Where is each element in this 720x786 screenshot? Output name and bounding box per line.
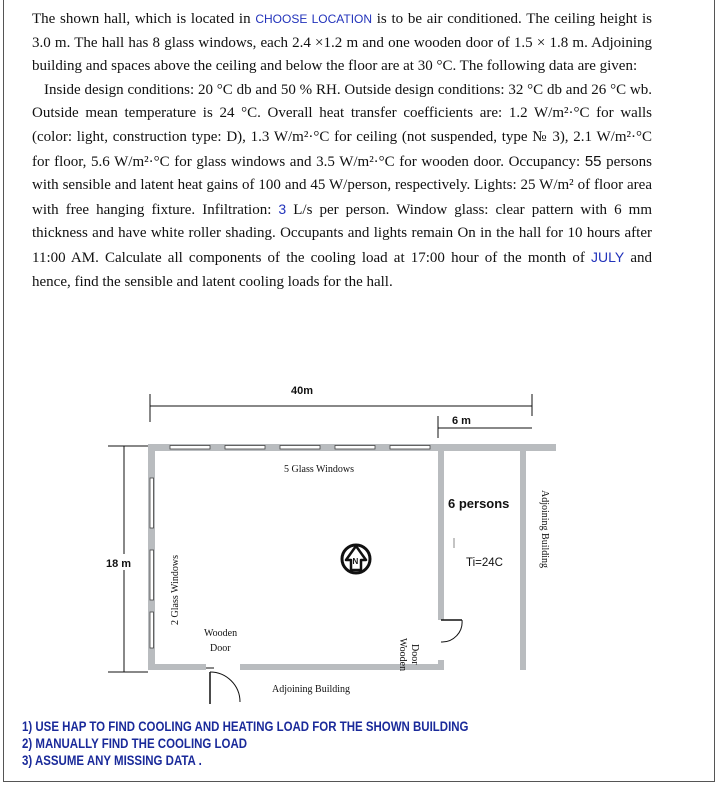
width-dimension: [150, 385, 532, 422]
persons-label: 6 persons: [448, 496, 510, 511]
right-building-label: Adjoining Building: [539, 490, 550, 569]
task-list: [22, 718, 468, 769]
location-field[interactable]: CHOOSE LOCATION: [255, 12, 373, 26]
problem-statement: [32, 8, 652, 294]
bottom-building-label: Adjoining Building: [272, 684, 351, 695]
problem-text: and hence, find the sensible and latent cooling loads for the hall.: [32, 249, 652, 290]
height-dimension-label: 18 m: [106, 558, 132, 570]
floor-plan-diagram: [0, 380, 720, 710]
top-windows: [170, 446, 430, 450]
task-item: 2) MANUALLY FIND THE COOLING LOAD: [22, 736, 248, 751]
height-dimension: [106, 446, 148, 672]
task-item: 1) USE HAP TO FIND COOLING AND HEATING LOAD FOR THE SHOWN BUILDING: [22, 719, 469, 734]
problem-paragraph-1: [32, 8, 652, 79]
left-windows: [150, 478, 154, 648]
temperature-label: Ti=24C: [466, 557, 503, 569]
left-windows-label: 2 Glass Windows: [170, 555, 181, 625]
wooden-door-label: Wooden: [204, 628, 238, 639]
problem-text: L/s per person. Window glass: clear pattern with 6 mm thickness and have white roller shading. Occupants and lights remain On in the hall for 10 hours after 11:00 AM. Calculate all components of the cooling load at 17:00 hour of the month of: [32, 201, 652, 266]
problem-text: is to be air conditioned. The ceiling height is 3.0 m. The hall has 8 glass windows, each 2.4 ×1.2 m and one wooden door of 1.5 × 1.8 m. Adjoining building and spaces above the ceiling and below the floor are at 30 °C. The following data are given:: [32, 11, 652, 75]
wooden-door: [206, 668, 240, 704]
inner-door-label: Wooden: [397, 638, 408, 672]
inner-door-label: Door: [409, 644, 420, 665]
top-windows-label: 5 Glass Windows: [284, 464, 354, 475]
occupancy-value: 55: [584, 152, 602, 170]
infiltration-value: 3: [278, 200, 287, 217]
problem-text: persons with sensible and latent heat gains of 100 and 45 W/person, respectively. Lights: 25 W/m² of floor area with free hanging fixture. Infiltration:: [32, 153, 652, 218]
room-dimension: [438, 415, 532, 438]
problem-paragraph-2: [32, 79, 652, 294]
room-dimension-label: 6 m: [452, 415, 471, 427]
north-arrow-icon: [342, 545, 370, 573]
width-dimension-label: 40m: [291, 385, 314, 397]
problem-text: The shown hall, which is located in: [32, 11, 256, 27]
inner-door: [441, 620, 462, 642]
month-value: JULY: [590, 248, 625, 265]
north-label: N: [352, 557, 359, 566]
wooden-door-label: Door: [210, 643, 231, 654]
task-item: 3) ASSUME ANY MISSING DATA .: [22, 753, 202, 768]
problem-text: Inside design conditions: 20 °C db and 50 % RH. Outside design conditions: 32 °C db and 26 °C wb. Outside mean temperature is 24 °C. Overall heat transfer coefficients are: 1.2 W/m²·°C for walls (color: light, construction type: D), 1.3 W/m²·°C for ceiling (not suspended, type № 3), 2.1 W/m²·°C for floor, 5.6 W/m²·°C for glass windows and 3.5 W/m²·°C for wooden door. Occupancy:: [32, 81, 652, 170]
